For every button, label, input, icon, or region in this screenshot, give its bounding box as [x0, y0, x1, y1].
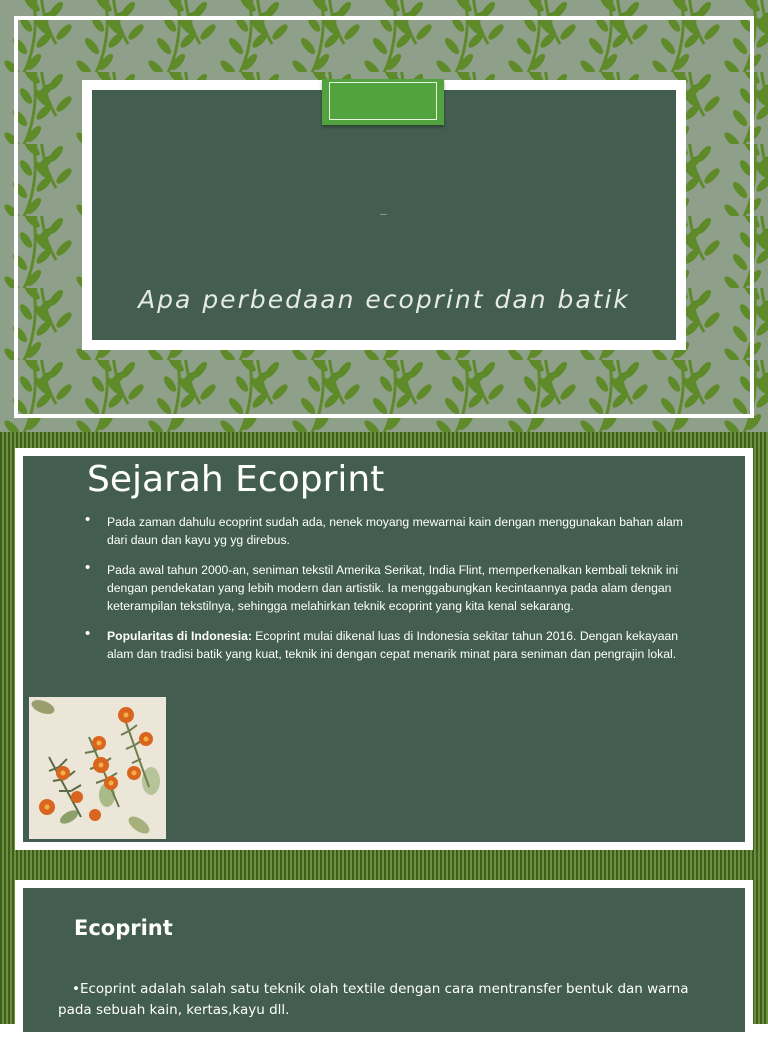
bullet-text: Ecoprint mulai dikenal luas di Indonesia sekitar tahun 2016. Dengan kekayaan alam dan tradisi batik yang kuat, teknik ini dengan cepat menarik minat para seniman dan pengrajin lokal. — [107, 629, 679, 661]
bullet-dot: • — [85, 559, 91, 576]
bullet-item — [85, 627, 695, 663]
title-placeholder: — — [380, 210, 387, 218]
bullet-item — [85, 561, 695, 615]
title-slide — [0, 0, 768, 432]
ecoprint-fabric-illustration — [29, 697, 166, 839]
bullet-item — [85, 513, 695, 549]
bullet-bold-label: Popularitas di Indonesia: — [107, 629, 252, 643]
title-panel — [92, 90, 676, 340]
history-heading: Sejarah Ecoprint — [87, 459, 385, 500]
bullet-dot: • — [85, 625, 91, 642]
ecoprint-heading: Ecoprint — [74, 916, 173, 940]
bullet-text: Pada awal tahun 2000-an, seniman tekstil Amerika Serikat, India Flint, memperkenalkan kembali teknik ini dengan pendekatan yang lebih modern dan artistik. Ia menggabungkan kecintaannya pada alam dengan keterampilan tekstilnya, sehingga melahirkan teknik ecoprint yang kita kenal sekarang. — [107, 563, 679, 613]
title-accent-tab-border — [329, 82, 437, 120]
ecoprint-body: •Ecoprint adalah salah satu teknik olah textile dengan cara mentransfer bentuk dan warna pada sebuah kain, kertas,kayu dll. — [58, 981, 689, 1018]
bullet-dot: • — [85, 511, 91, 528]
bullet-text: Pada zaman dahulu ecoprint sudah ada, nenek moyang mewarnai kain dengan menggunakan bahan alam dari daun dan kayu yg yg direbus. — [107, 515, 683, 547]
title-accent-tab — [322, 79, 444, 125]
subtitle: Apa perbedaan ecoprint dan batik — [138, 285, 630, 314]
ecoprint-fabric-photo — [29, 697, 166, 839]
history-bullets — [85, 513, 695, 675]
